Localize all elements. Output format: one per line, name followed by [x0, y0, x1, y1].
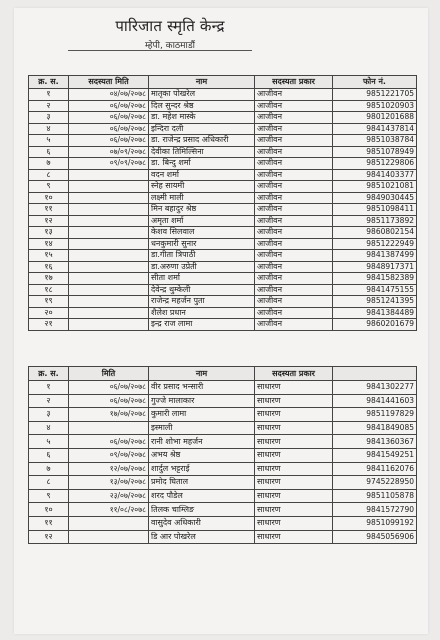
cell-name: तिलक चाम्लिङ: [149, 503, 255, 517]
header-date: मिति: [69, 367, 149, 381]
cell-type: साधारण: [255, 462, 333, 476]
cell-date: [69, 261, 149, 273]
cell-type: आजीवन: [255, 319, 333, 331]
cell-type: आजीवन: [255, 192, 333, 204]
table-row: [29, 503, 417, 517]
cell-name: डा.गीता त्रिपाठी: [149, 250, 255, 262]
cell-sn: १३: [29, 227, 69, 239]
table-row: [29, 476, 417, 490]
cell-type: साधारण: [255, 516, 333, 530]
cell-phone: 9851221705: [333, 89, 417, 101]
table-row: [29, 89, 417, 101]
table-row: [29, 448, 417, 462]
cell-date: [69, 296, 149, 308]
cell-name: राजेन्द्र महर्जन पुता: [149, 296, 255, 308]
table-row: [29, 296, 417, 308]
cell-sn: ८: [29, 169, 69, 181]
header-type: सदस्यता प्रकार: [255, 367, 333, 381]
cell-name: धनकुमारी सुनार: [149, 238, 255, 250]
cell-phone: 9860802154: [333, 227, 417, 239]
cell-name: अमृता शर्मा: [149, 215, 255, 227]
cell-phone: 9841849085: [333, 421, 417, 435]
cell-name: डा. महेश मास्के: [149, 112, 255, 124]
cell-name: स्नेह सायमी: [149, 181, 255, 193]
cell-sn: ९: [29, 489, 69, 503]
cell-name: सीता शर्मा: [149, 273, 255, 285]
cell-type: आजीवन: [255, 146, 333, 158]
cell-type: आजीवन: [255, 181, 333, 193]
cell-phone: 9851099192: [333, 516, 417, 530]
cell-phone: 9851020903: [333, 100, 417, 112]
cell-phone: 9848917371: [333, 261, 417, 273]
cell-date: [69, 192, 149, 204]
header-date: सदस्यता मिति: [69, 76, 149, 89]
cell-phone: 9845056906: [333, 530, 417, 544]
cell-sn: २: [29, 394, 69, 408]
cell-name: डा.अरुणा उप्रेती: [149, 261, 255, 273]
cell-type: साधारण: [255, 394, 333, 408]
cell-sn: ४: [29, 421, 69, 435]
cell-sn: १७: [29, 273, 69, 285]
cell-name: मिन बहादुर श्रेष्ठ: [149, 204, 255, 216]
cell-name: वीर प्रसाद भन्सारी: [149, 381, 255, 395]
cell-date: ०६/०७/२०७८: [69, 381, 149, 395]
table-row: [29, 261, 417, 273]
cell-type: साधारण: [255, 489, 333, 503]
cell-phone: 9841437814: [333, 123, 417, 135]
cell-date: ०६/०७/२०७८: [69, 100, 149, 112]
page-subtitle: म्हेपी, काठमाडौं: [145, 41, 195, 51]
cell-date: ०७/०९/२०७८: [69, 146, 149, 158]
cell-sn: १०: [29, 503, 69, 517]
cell-phone: 9860201679: [333, 319, 417, 331]
cell-name: शार्दुल भट्टराई: [149, 462, 255, 476]
cell-date: ०९/०७/२०७८: [69, 448, 149, 462]
table-row: [29, 250, 417, 262]
page-title: पारिजात स्मृति केन्द्र: [115, 17, 225, 35]
cell-phone: 9801201688: [333, 112, 417, 124]
cell-date: ०६/०७/२०७८: [69, 112, 149, 124]
header-phone: [333, 367, 417, 381]
cell-type: आजीवन: [255, 112, 333, 124]
cell-date: [69, 273, 149, 285]
cell-sn: १: [29, 89, 69, 101]
cell-type: साधारण: [255, 448, 333, 462]
table-row: [29, 394, 417, 408]
cell-sn: ६: [29, 448, 69, 462]
cell-date: ०६/०७/२०७८: [69, 123, 149, 135]
cell-date: [69, 319, 149, 331]
cell-phone: 9745228950: [333, 476, 417, 490]
table-row: [29, 227, 417, 239]
cell-date: ०६/०७/२०७८: [69, 435, 149, 449]
table-row: [29, 408, 417, 422]
table-row: [29, 112, 417, 124]
table-row: [29, 284, 417, 296]
cell-date: [69, 421, 149, 435]
cell-phone: 9851038784: [333, 135, 417, 147]
cell-type: आजीवन: [255, 273, 333, 285]
cell-sn: २: [29, 100, 69, 112]
table-row: [29, 381, 417, 395]
cell-phone: 9841403377: [333, 169, 417, 181]
cell-date: ०४/०७/२०७८: [69, 89, 149, 101]
table-row: [29, 123, 417, 135]
cell-phone: 9851078949: [333, 146, 417, 158]
cell-phone: 9841549251: [333, 448, 417, 462]
table-row: [29, 530, 417, 544]
table-header-row: [29, 367, 417, 381]
table-row: [29, 135, 417, 147]
table-row: [29, 146, 417, 158]
cell-sn: ५: [29, 435, 69, 449]
cell-date: ११/०८/२०७८: [69, 503, 149, 517]
header-phone: फोन नं.: [333, 76, 417, 89]
cell-name: अभय श्रेष्ठ: [149, 448, 255, 462]
cell-sn: १०: [29, 192, 69, 204]
cell-name: शरद पौडेल: [149, 489, 255, 503]
cell-phone: 9841387499: [333, 250, 417, 262]
cell-type: आजीवन: [255, 100, 333, 112]
table-header-row: [29, 76, 417, 89]
cell-type: आजीवन: [255, 169, 333, 181]
cell-sn: ७: [29, 158, 69, 170]
cell-type: आजीवन: [255, 250, 333, 262]
cell-name: गुज्जे मालाकार: [149, 394, 255, 408]
cell-phone: 9851229806: [333, 158, 417, 170]
cell-name: शैलेश प्रधान: [149, 307, 255, 319]
cell-name: वदन शर्मा: [149, 169, 255, 181]
cell-sn: १४: [29, 238, 69, 250]
header-sn: क्र. स.: [29, 76, 69, 89]
cell-name: कुमारी लामा: [149, 408, 255, 422]
table-row: [29, 273, 417, 285]
lifetime-members-table: [28, 75, 417, 331]
cell-phone: 9841572790: [333, 503, 417, 517]
cell-date: [69, 215, 149, 227]
cell-name: देवेन्द्र थुम्केली: [149, 284, 255, 296]
cell-sn: ११: [29, 204, 69, 216]
cell-date: ०९/०९/२०७८: [69, 158, 149, 170]
cell-name: डा. बिन्दु शर्मा: [149, 158, 255, 170]
table-row: [29, 435, 417, 449]
cell-name: लक्ष्मी माली: [149, 192, 255, 204]
cell-type: आजीवन: [255, 284, 333, 296]
cell-sn: ८: [29, 476, 69, 490]
cell-type: आजीवन: [255, 296, 333, 308]
cell-name: वासुदेव अधिकारी: [149, 516, 255, 530]
cell-date: [69, 250, 149, 262]
cell-phone: 9841441603: [333, 394, 417, 408]
header-name: नाम: [149, 76, 255, 89]
cell-sn: १२: [29, 530, 69, 544]
cell-phone: 9841302277: [333, 381, 417, 395]
cell-type: आजीवन: [255, 158, 333, 170]
cell-phone: 9841475155: [333, 284, 417, 296]
cell-date: ०६/०७/२०७८: [69, 135, 149, 147]
cell-phone: 9849030445: [333, 192, 417, 204]
table-row: [29, 462, 417, 476]
table-row: [29, 100, 417, 112]
cell-type: साधारण: [255, 421, 333, 435]
cell-date: १२/०७/२०७८: [69, 462, 149, 476]
cell-sn: १२: [29, 215, 69, 227]
cell-type: साधारण: [255, 408, 333, 422]
cell-phone: 9851241395: [333, 296, 417, 308]
cell-sn: २०: [29, 307, 69, 319]
cell-name: इन्दिरा दली: [149, 123, 255, 135]
table-row: [29, 204, 417, 216]
cell-name: प्रमोद घिताल: [149, 476, 255, 490]
cell-sn: ३: [29, 112, 69, 124]
cell-type: आजीवन: [255, 307, 333, 319]
cell-date: २३/०७/२०७८: [69, 489, 149, 503]
cell-date: [69, 307, 149, 319]
title-underline: [68, 50, 252, 51]
table-row: [29, 421, 417, 435]
cell-sn: ३: [29, 408, 69, 422]
cell-date: १३/०७/२०७८: [69, 476, 149, 490]
cell-phone: 9841384489: [333, 307, 417, 319]
cell-type: आजीवन: [255, 135, 333, 147]
cell-phone: 9851098411: [333, 204, 417, 216]
header-name: नाम: [149, 367, 255, 381]
cell-sn: ७: [29, 462, 69, 476]
cell-name: दिल सुन्दर श्रेष्ठ: [149, 100, 255, 112]
table-row: [29, 169, 417, 181]
cell-sn: २१: [29, 319, 69, 331]
cell-date: [69, 284, 149, 296]
cell-name: डा. राजेन्द्र प्रसाद अधिकारी: [149, 135, 255, 147]
cell-type: आजीवन: [255, 123, 333, 135]
cell-date: [69, 516, 149, 530]
cell-sn: १८: [29, 284, 69, 296]
cell-type: आजीवन: [255, 261, 333, 273]
cell-sn: १९: [29, 296, 69, 308]
cell-sn: ५: [29, 135, 69, 147]
cell-phone: 9841360367: [333, 435, 417, 449]
cell-type: साधारण: [255, 381, 333, 395]
cell-date: ०६/०७/२०७८: [69, 394, 149, 408]
table-row: [29, 192, 417, 204]
cell-type: आजीवन: [255, 227, 333, 239]
cell-type: साधारण: [255, 530, 333, 544]
cell-phone: 9851173892: [333, 215, 417, 227]
cell-sn: १: [29, 381, 69, 395]
header-type: सदस्यता प्रकार: [255, 76, 333, 89]
cell-type: साधारण: [255, 476, 333, 490]
cell-sn: ४: [29, 123, 69, 135]
cell-type: साधारण: [255, 435, 333, 449]
table-row: [29, 181, 417, 193]
cell-sn: ११: [29, 516, 69, 530]
cell-type: आजीवन: [255, 89, 333, 101]
cell-date: [69, 227, 149, 239]
cell-name: डि आर पोखरेल: [149, 530, 255, 544]
table-row: [29, 238, 417, 250]
cell-phone: 9851021081: [333, 181, 417, 193]
table-row: [29, 307, 417, 319]
header-sn: क्र. स.: [29, 367, 69, 381]
table-row: [29, 516, 417, 530]
cell-sn: १५: [29, 250, 69, 262]
cell-type: आजीवन: [255, 204, 333, 216]
cell-date: [69, 169, 149, 181]
cell-date: [69, 238, 149, 250]
cell-date: [69, 181, 149, 193]
cell-name: मातृका पोखरेल: [149, 89, 255, 101]
cell-date: १७/०७/२०७८: [69, 408, 149, 422]
cell-phone: 9851197829: [333, 408, 417, 422]
cell-phone: 9841162076: [333, 462, 417, 476]
cell-phone: 9851222949: [333, 238, 417, 250]
cell-type: आजीवन: [255, 238, 333, 250]
cell-sn: ९: [29, 181, 69, 193]
general-members-table: [28, 366, 417, 544]
cell-type: आजीवन: [255, 215, 333, 227]
cell-name: केशव सिलवाल: [149, 227, 255, 239]
table-row: [29, 215, 417, 227]
cell-sn: ६: [29, 146, 69, 158]
cell-type: साधारण: [255, 503, 333, 517]
cell-phone: 9851105878: [333, 489, 417, 503]
cell-phone: 9841582389: [333, 273, 417, 285]
cell-name: इन्द्र राज लामा: [149, 319, 255, 331]
table-row: [29, 319, 417, 331]
table-row: [29, 158, 417, 170]
cell-name: रानी शोभा महर्जन: [149, 435, 255, 449]
cell-name: देवीका तिमिल्सिना: [149, 146, 255, 158]
cell-date: [69, 530, 149, 544]
cell-name: इस्माली: [149, 421, 255, 435]
table-row: [29, 489, 417, 503]
cell-date: [69, 204, 149, 216]
cell-sn: १६: [29, 261, 69, 273]
